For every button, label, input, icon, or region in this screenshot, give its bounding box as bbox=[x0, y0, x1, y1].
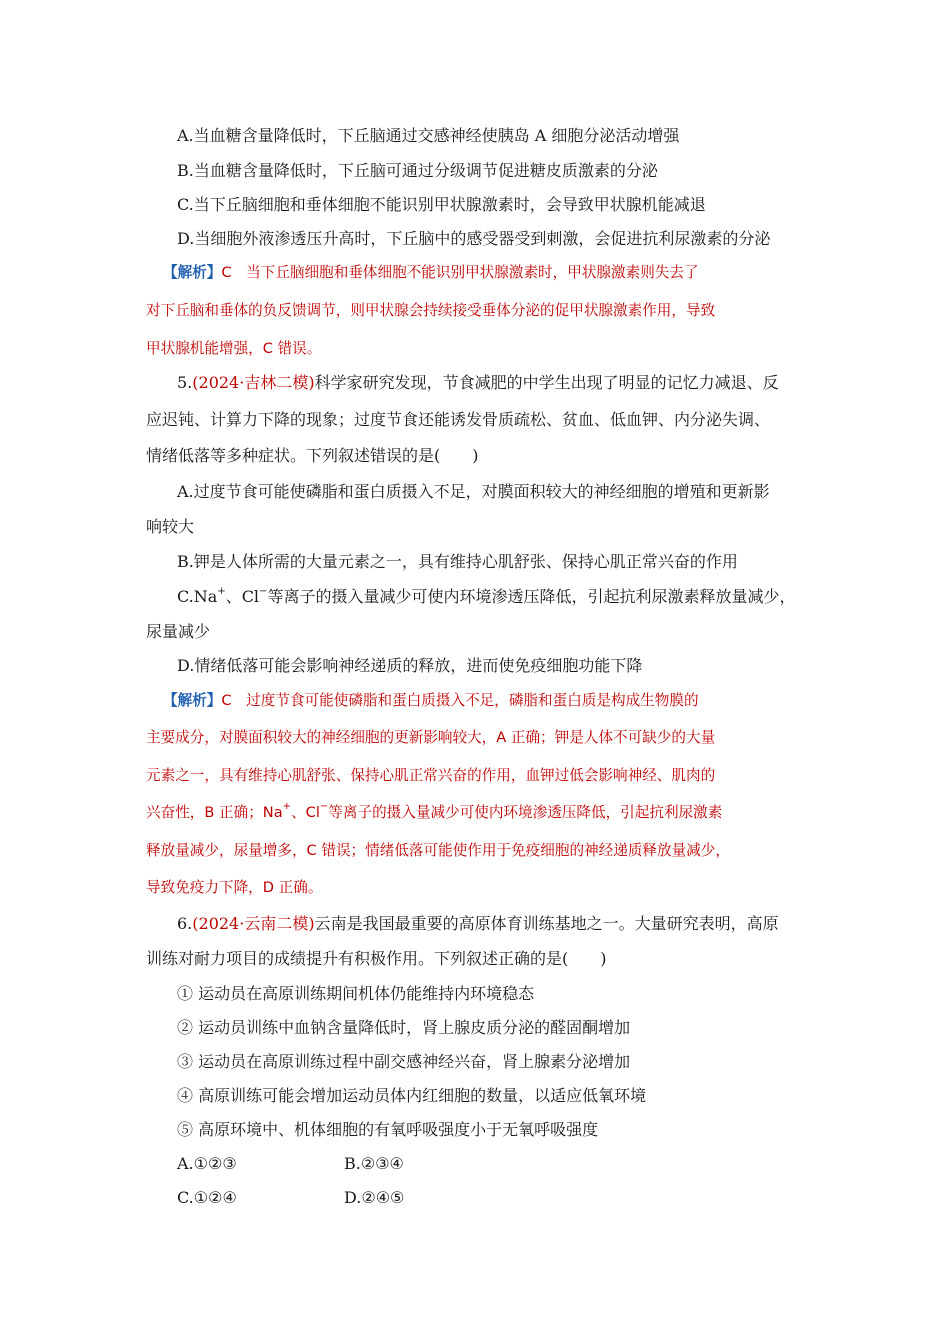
q4-option-a: A.当血糖含量降低时，下丘脑通过交感神经使胰岛 A 细胞分泌活动增强 bbox=[177, 126, 680, 145]
q5-analysis-line: 释放量减少，尿量增多，C 错误；情绪低落可能使作用于免疫细胞的神经递质释放量减少， bbox=[146, 842, 730, 859]
q6-choice-a: A.①②③ bbox=[177, 1154, 237, 1173]
q6-statement: ③ 运动员在高原训练过程中副交感神经兴奋，肾上腺素分泌增加 bbox=[177, 1052, 631, 1071]
q5-analysis-text: C 过度节食可能使磷脂和蛋白质摄入不足，磷脂和蛋白质是构成生物膜的 bbox=[221, 692, 699, 709]
q4-option-b: B.当血糖含量降低时，下丘脑可通过分级调节促进糖皮质激素的分泌 bbox=[177, 161, 658, 180]
q5-option-c-text: 等离子的摄入量减少可使内环境渗透压降低，引起抗利尿激素释放量减少， bbox=[267, 587, 796, 606]
q5-stem-line bbox=[177, 372, 779, 394]
q6-stem-text: 云南是我国最重要的高原体育训练基地之一。大量研究表明，高原 bbox=[314, 914, 779, 933]
q5-option-b: B.钾是人体所需的大量元素之一，具有维持心肌舒张、保持心肌正常兴奋的作用 bbox=[177, 552, 738, 571]
analysis-tag: 【解析】 bbox=[163, 264, 222, 281]
q5-analysis-line: 主要成分，对膜面积较大的神经细胞的更新影响较大，A 正确；钾是人体不可缺少的大量 bbox=[146, 729, 716, 746]
q6-number: 6. bbox=[177, 914, 193, 933]
q5-option-c-cont: 尿量减少 bbox=[146, 622, 211, 641]
q6-choice-c: C.①②④ bbox=[177, 1188, 237, 1207]
q5-number: 5. bbox=[177, 373, 193, 392]
q6-statement: ⑤ 高原环境中、机体细胞的有氧呼吸强度小于无氧呼吸强度 bbox=[177, 1120, 599, 1139]
q5-analysis-line: 元素之一，具有维持心肌舒张、保持心肌正常兴奋的作用，血钾过低会影响神经、肌肉的 bbox=[146, 767, 716, 784]
q5-analysis-line: 导致免疫力下降，D 正确。 bbox=[146, 879, 323, 896]
q6-statement: ① 运动员在高原训练期间机体仍能维持内环境稳态 bbox=[177, 984, 535, 1003]
superscript: − bbox=[259, 585, 268, 597]
q5-option-a: A.过度节食可能使磷脂和蛋白质摄入不足，对膜面积较大的神经细胞的增殖和更新影 bbox=[177, 482, 770, 501]
q6-choice-d: D.②④⑤ bbox=[344, 1188, 405, 1207]
q5-stem-line: 应迟钝、计算力下降的现象；过度节食还能诱发骨质疏松、贫血、低血钾、内分泌失调、 bbox=[146, 410, 771, 429]
q6-choice-b: B.②③④ bbox=[344, 1154, 404, 1173]
q5-analysis-text: 、Cl bbox=[291, 804, 320, 821]
q5-stem-text: 科学家研究发现，节食减肥的中学生出现了明显的记忆力减退、反 bbox=[314, 373, 779, 392]
q6-statement: ② 运动员训练中血钠含量降低时，肾上腺皮质分泌的醛固酮增加 bbox=[177, 1018, 631, 1037]
q4-option-d: D.当细胞外液渗透压升高时，下丘脑中的感受器受到刺激，会促进抗利尿激素的分泌 bbox=[177, 229, 771, 248]
q6-stem-line bbox=[177, 913, 779, 935]
q5-analysis-line bbox=[163, 690, 699, 712]
q6-stem-line: 训练对耐力项目的成绩提升有积极作用。下列叙述正确的是( ) bbox=[146, 949, 607, 968]
q6-statement: ④ 高原训练可能会增加运动员体内红细胞的数量，以适应低氧环境 bbox=[177, 1086, 647, 1105]
superscript: + bbox=[217, 585, 226, 597]
q5-option-c-text: 、Cl bbox=[225, 587, 260, 606]
q4-analysis-line bbox=[163, 262, 699, 284]
q4-analysis-line: 对下丘脑和垂体的负反馈调节，则甲状腺会持续接受垂体分泌的促甲状腺激素作用，导致 bbox=[146, 302, 716, 319]
q5-analysis-line bbox=[146, 802, 722, 824]
q5-stem-line: 情绪低落等多种症状。下列叙述错误的是( ) bbox=[146, 446, 479, 465]
q6-source: (2024·云南二模) bbox=[192, 914, 315, 933]
q5-option-a-cont: 响较大 bbox=[146, 517, 195, 536]
q5-option-c-text: C.Na bbox=[177, 587, 218, 606]
q4-analysis-text: C 当下丘脑细胞和垂体细胞不能识别甲状腺激素时，甲状腺激素则失去了 bbox=[221, 264, 699, 281]
superscript: + bbox=[282, 801, 292, 813]
analysis-tag: 【解析】 bbox=[163, 692, 222, 709]
q5-source: (2024·吉林二模) bbox=[192, 373, 315, 392]
superscript: − bbox=[319, 801, 329, 813]
q4-analysis-line: 甲状腺机能增强，C 错误。 bbox=[146, 340, 322, 357]
q5-option-d: D.情绪低落可能会影响神经递质的释放，进而使免疫细胞功能下降 bbox=[177, 656, 643, 675]
q5-analysis-text: 兴奋性，B 正确；Na bbox=[146, 804, 283, 821]
q5-option-c bbox=[177, 586, 795, 608]
q4-option-c: C.当下丘脑细胞和垂体细胞不能识别甲状腺激素时，会导致甲状腺机能减退 bbox=[177, 195, 706, 214]
q5-analysis-text: 等离子的摄入量减少可使内环境渗透压降低，引起抗利尿激素 bbox=[328, 804, 723, 821]
